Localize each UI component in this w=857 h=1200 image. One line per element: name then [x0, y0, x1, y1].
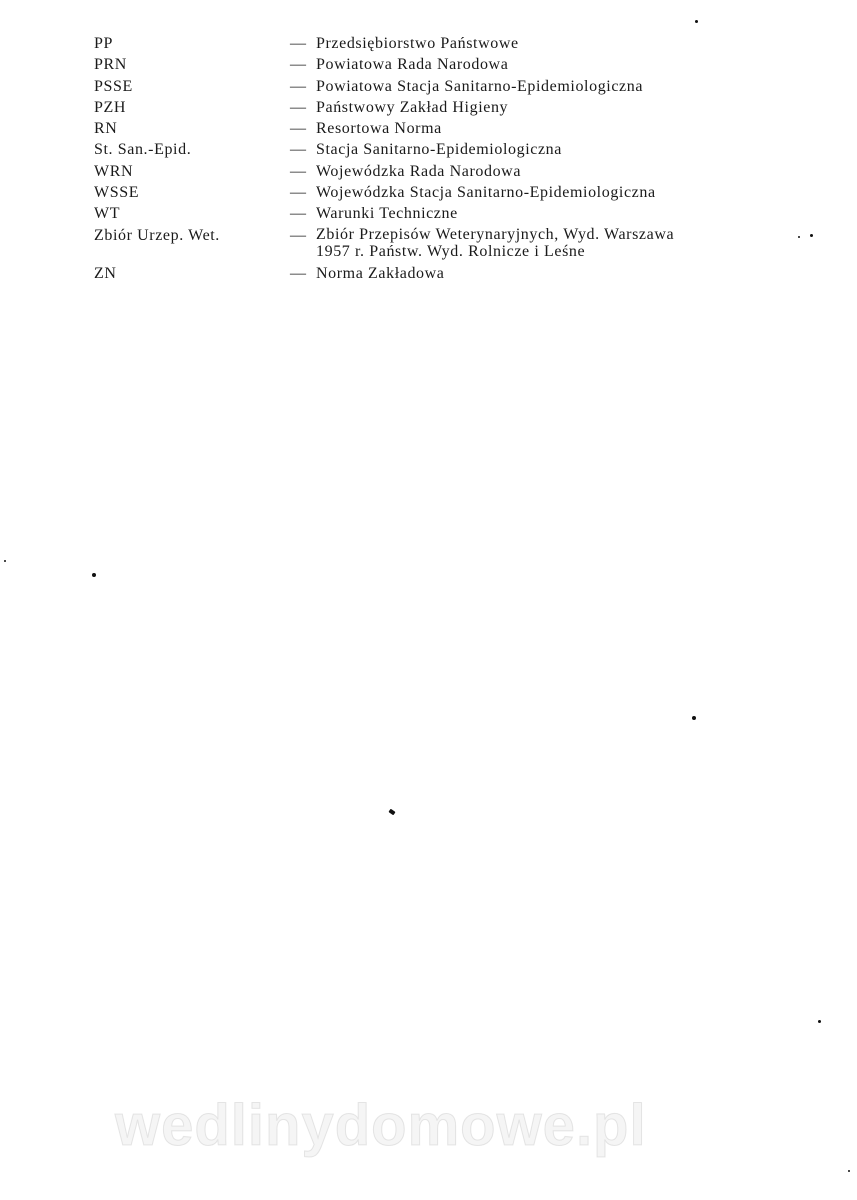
abbreviation-definition: Państwowy Zakład Higieny [316, 98, 509, 116]
abbreviation-row [94, 204, 794, 223]
em-dash: — [290, 264, 307, 282]
abbreviation-term: WRN [94, 162, 134, 180]
abbreviation-row [94, 77, 794, 96]
abbreviation-term: WT [94, 205, 121, 223]
em-dash: — [290, 141, 307, 159]
em-dash: — [290, 120, 307, 138]
abbreviation-term: ZN [94, 264, 117, 282]
scan-speck [388, 809, 395, 816]
abbreviation-definition: Przedsiębiorstwo Państwowe [316, 35, 519, 52]
abbreviation-term: St. San.-Epid. [94, 141, 192, 159]
scan-speck [92, 573, 96, 577]
abbreviation-row [94, 226, 794, 260]
abbreviation-definition: Powiatowa Rada Narodowa [316, 56, 509, 74]
em-dash: — [290, 162, 307, 180]
abbreviation-term: PSSE [94, 77, 133, 95]
abbreviation-row [94, 119, 794, 138]
abbreviation-list [94, 34, 794, 285]
abbreviation-term: PRN [94, 56, 127, 74]
abbreviation-term: PZH [94, 98, 127, 116]
abbreviation-definition: Zbiór Przepisów Weterynaryjnych, Wyd. Warszawa 1957 r. Państw. Wyd. Rolnicze i Leśne [316, 225, 675, 260]
abbreviation-row [94, 55, 794, 74]
scan-speck [818, 1020, 821, 1023]
abbreviation-row [94, 162, 794, 181]
em-dash: — [290, 226, 307, 244]
abbreviation-term: WSSE [94, 184, 140, 202]
abbreviation-row [94, 183, 794, 202]
em-dash: — [290, 56, 307, 74]
abbreviation-term: RN [94, 120, 118, 138]
scan-speck [4, 560, 6, 562]
em-dash: — [290, 35, 307, 52]
abbreviation-definition: Norma Zakładowa [316, 264, 445, 282]
abbreviation-row [94, 140, 794, 159]
abbreviation-definition: Resortowa Norma [316, 120, 442, 138]
em-dash: — [290, 205, 307, 223]
abbreviation-term: PP [94, 35, 113, 52]
abbreviation-definition: Wojewódzka Rada Narodowa [316, 162, 522, 180]
em-dash: — [290, 98, 307, 116]
scan-speck [798, 236, 800, 238]
abbreviation-row [94, 264, 794, 283]
abbreviation-definition: Warunki Techniczne [316, 205, 458, 223]
scan-speck [695, 20, 698, 23]
abbreviation-definition: Stacja Sanitarno-Epidemiologiczna [316, 141, 562, 159]
em-dash: — [290, 184, 307, 202]
abbreviation-row [94, 34, 794, 53]
scan-speck [810, 234, 813, 237]
em-dash: — [290, 77, 307, 95]
scan-speck [848, 1170, 850, 1172]
abbreviation-definition: Powiatowa Stacja Sanitarno-Epidemiologiczna [316, 77, 644, 95]
scan-speck [692, 716, 696, 720]
abbreviation-row [94, 98, 794, 117]
abbreviation-definition: Wojewódzka Stacja Sanitarno-Epidemiologiczna [316, 184, 656, 202]
abbreviation-term: Zbiór Urzep. Wet. [94, 226, 220, 244]
watermark: wedlinydomowe.pl [115, 1093, 647, 1158]
